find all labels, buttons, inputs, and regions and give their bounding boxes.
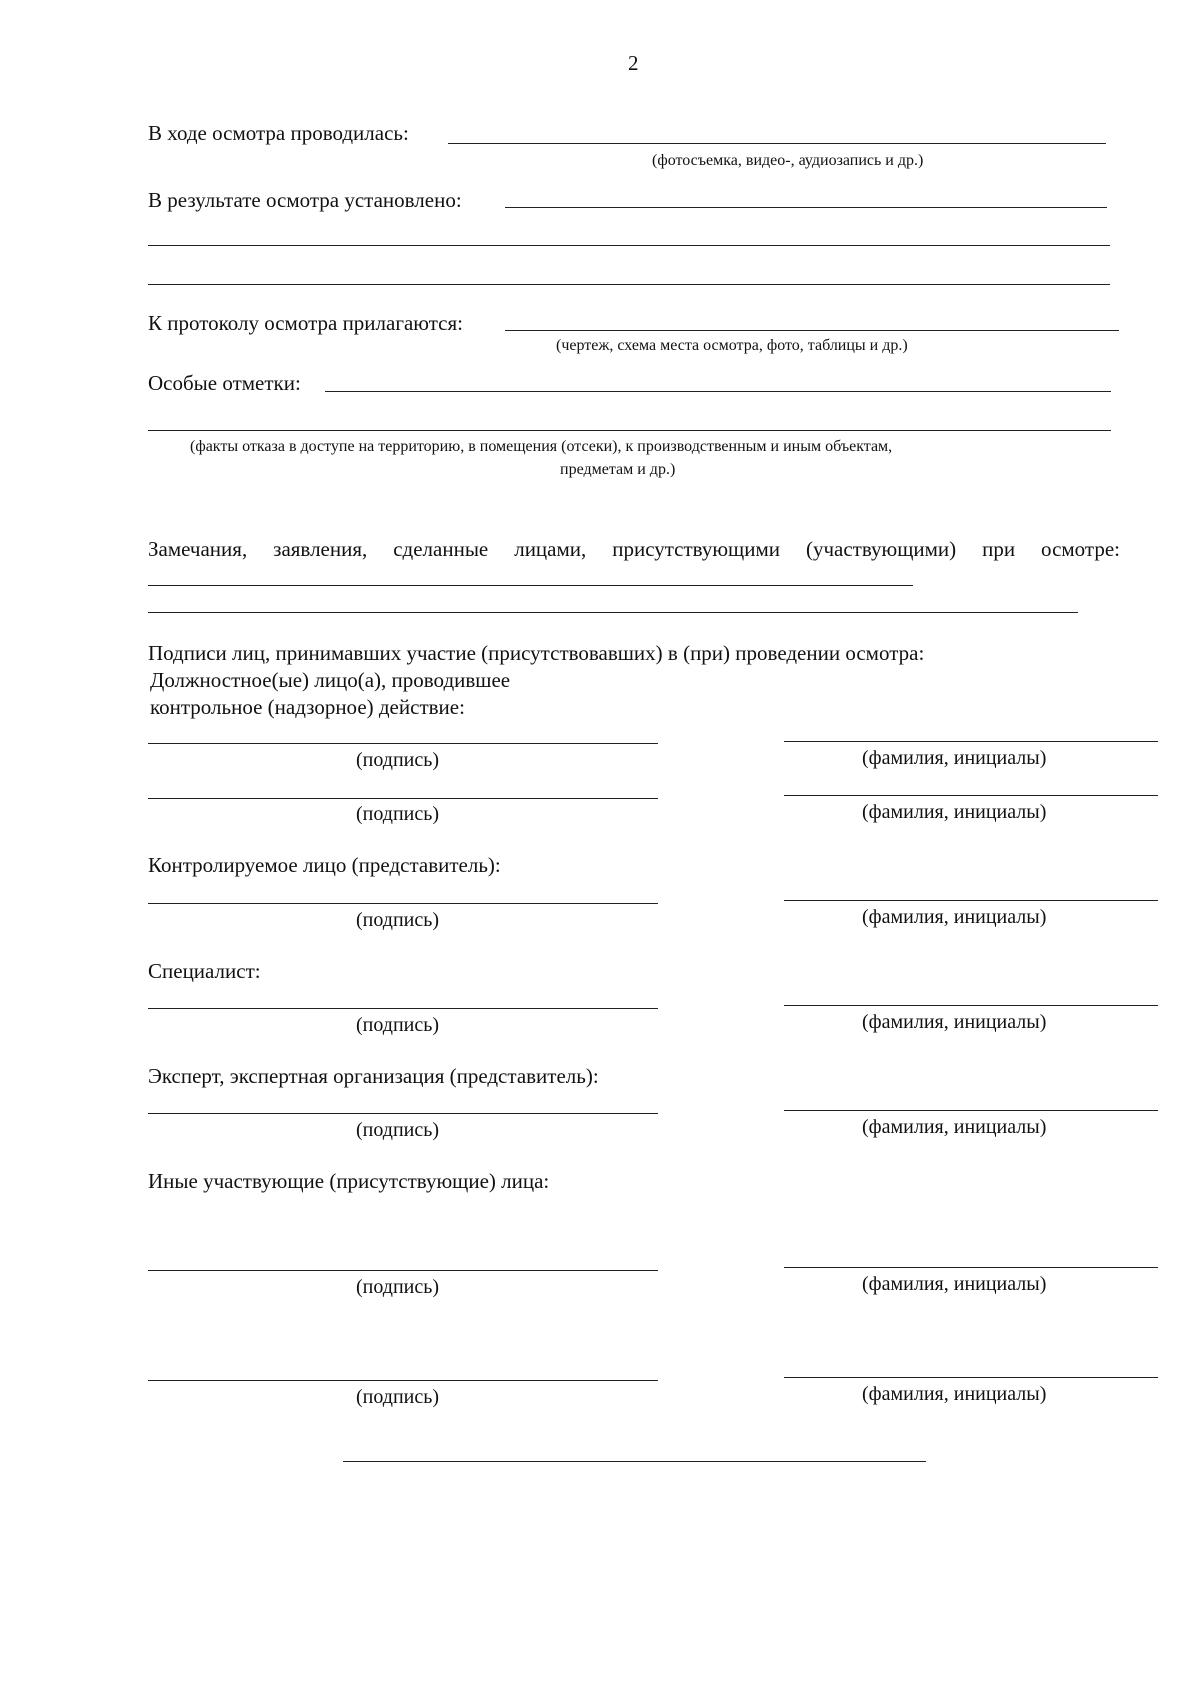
- others-2-name-caption: (фамилия, инициалы): [862, 1383, 1047, 1405]
- others-2-signature-line[interactable]: [148, 1380, 658, 1381]
- controlled-person-name-caption: (фамилия, инициалы): [862, 906, 1047, 928]
- established-label: В результате осмотра установлено:: [148, 188, 462, 212]
- special-notes-input-line-2[interactable]: [148, 430, 1111, 431]
- specialist-signature-line[interactable]: [148, 1008, 658, 1009]
- remarks-input-line[interactable]: [148, 585, 913, 586]
- special-notes-label: Особые отметки:: [148, 371, 301, 395]
- expert-name-caption: (фамилия, инициалы): [862, 1116, 1047, 1138]
- official-1-name-caption: (фамилия, инициалы): [862, 747, 1047, 769]
- expert-name-line[interactable]: [784, 1110, 1158, 1111]
- controlled-person-signature-line[interactable]: [148, 903, 658, 904]
- special-notes-hint-2: предметам и др.): [560, 461, 676, 478]
- others-2-signature-caption: (подпись): [356, 1386, 440, 1408]
- page-number: 2: [628, 51, 639, 75]
- expert-signature-caption: (подпись): [356, 1119, 440, 1141]
- attachments-hint: (чертеж, схема места осмотра, фото, таблицы и др.): [556, 337, 908, 354]
- others-1-signature-caption: (подпись): [356, 1276, 440, 1298]
- established-input-line-2[interactable]: [148, 245, 1110, 246]
- attachments-label: К протоколу осмотра прилагаются:: [148, 311, 463, 335]
- remarks-input-line-2[interactable]: [148, 612, 1078, 613]
- established-input-line-3[interactable]: [148, 284, 1110, 285]
- controlled-person-name-line[interactable]: [784, 900, 1158, 901]
- expert-signature-line[interactable]: [148, 1113, 658, 1114]
- official-2-name-caption: (фамилия, инициалы): [862, 801, 1047, 823]
- officials-label-2: контрольное (надзорное) действие:: [150, 695, 465, 719]
- special-notes-input-line[interactable]: [325, 391, 1111, 392]
- others-2-name-line[interactable]: [784, 1377, 1158, 1378]
- specialist-signature-caption: (подпись): [356, 1014, 440, 1036]
- others-1-name-line[interactable]: [784, 1267, 1158, 1268]
- special-notes-hint-1: (факты отказа в доступе на территорию, в помещения (отсеки), к производственным и иным объектам,: [190, 438, 893, 455]
- official-1-signature-line[interactable]: [148, 743, 658, 744]
- others-1-name-caption: (фамилия, инициалы): [862, 1273, 1047, 1295]
- closing-divider: [343, 1461, 926, 1462]
- attachments-input-line[interactable]: [505, 330, 1119, 331]
- official-1-signature-caption: (подпись): [356, 749, 440, 771]
- remarks-label: Замечания, заявления, сделанные лицами, присутствующими (участвующими) при осмотре:: [148, 537, 1120, 561]
- officials-label-1: Должностное(ые) лицо(а), проводившее: [150, 668, 511, 692]
- controlled-person-label: Контролируемое лицо (представитель):: [148, 853, 501, 877]
- signatures-heading: Подписи лиц, принимавших участие (присутствовавших) в (при) проведении осмотра:: [148, 641, 925, 665]
- official-2-signature-line[interactable]: [148, 798, 658, 799]
- controlled-person-signature-caption: (подпись): [356, 909, 440, 931]
- conducted-label: В ходе осмотра проводилась:: [148, 121, 409, 145]
- conducted-hint: (фотосъемка, видео-, аудиозапись и др.): [652, 152, 924, 169]
- established-input-line[interactable]: [505, 207, 1107, 208]
- conducted-input-line[interactable]: [448, 143, 1106, 144]
- official-2-signature-caption: (подпись): [356, 803, 440, 825]
- official-1-name-line[interactable]: [784, 741, 1158, 742]
- specialist-name-caption: (фамилия, инициалы): [862, 1011, 1047, 1033]
- specialist-label: Специалист:: [148, 959, 261, 983]
- others-label: Иные участвующие (присутствующие) лица:: [148, 1169, 550, 1193]
- official-2-name-line[interactable]: [784, 795, 1158, 796]
- specialist-name-line[interactable]: [784, 1005, 1158, 1006]
- others-1-signature-line[interactable]: [148, 1270, 658, 1271]
- expert-label: Эксперт, экспертная организация (представитель):: [148, 1064, 599, 1088]
